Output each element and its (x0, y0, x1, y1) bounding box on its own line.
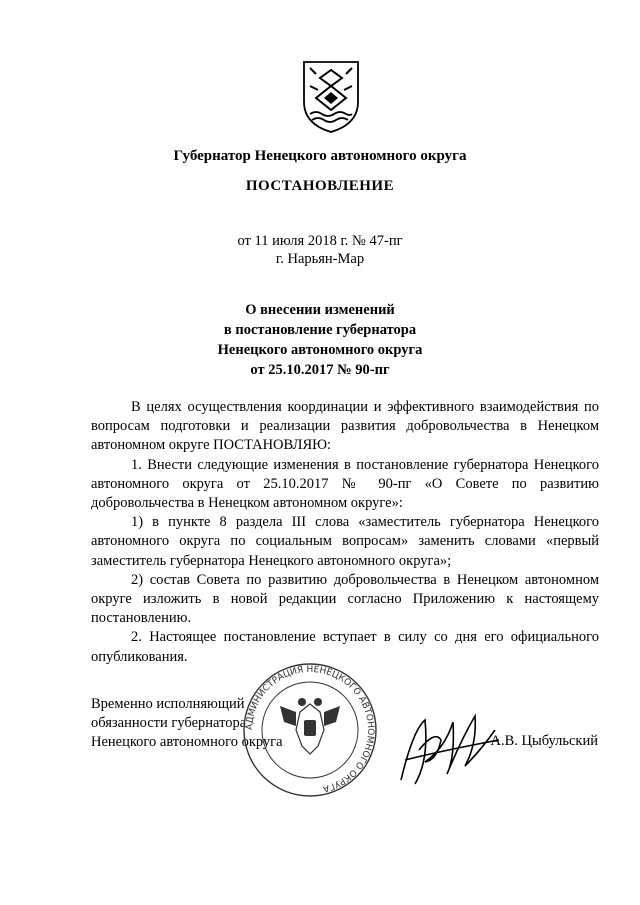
signatory-line: Ненецкого автономного округа (91, 734, 283, 751)
subject-line: Ненецкого автономного округа (217, 342, 423, 358)
document-subject (0, 300, 640, 380)
official-seal-stamp (240, 660, 380, 800)
handwritten-signature (395, 700, 505, 790)
body-paragraph: 2. Настоящее постановление вступает в силу со дня его официального опубликования. (91, 629, 599, 665)
body-paragraph: В целях осуществления координации и эффективного взаимодействия по вопросам подготовки и реализации развития добровольчества в Ненецком автономном округе ПОСТАНОВЛЯЮ: (91, 399, 599, 454)
signatory-line: обязанности губернатора (91, 715, 247, 732)
document-type: ПОСТАНОВЛЕНИЕ (245, 178, 395, 194)
seal-text: АДМИНИСТРАЦИЯ НЕНЕЦКОГО АВТОНОМНОГО ОКРУГА (244, 664, 376, 794)
subject-line: О внесении изменений (245, 302, 395, 318)
body-paragraph: 2) состав Совета по развитию добровольчества в Ненецком автономном округе изложить в новой редакции согласно Приложению к настоящему постановлению. (91, 571, 599, 627)
signatory-line: Временно исполняющий (91, 696, 245, 712)
document-date-number: от 11 июля 2018 г. № 47-пг (237, 233, 403, 249)
subject-line: от 25.10.2017 № 90-пг (250, 362, 390, 378)
signatory-name: А.В. Цыбульский (490, 733, 598, 749)
authority-title: Губернатор Ненецкого автономного округа (173, 148, 467, 164)
body-paragraph: 1) в пункте 8 раздела III слова «заместитель губернатора Ненецкого автономного округа по социальным вопросам» заменить словами «первый заместитель губернатора Ненецкого автономного округа»; (91, 514, 599, 569)
coat-of-arms-emblem (296, 56, 366, 136)
subject-line: в постановление губернатора (223, 322, 417, 338)
body-paragraph: 1. Внести следующие изменения в постановление губернатора Ненецкого автономного округа от 25.10.2017 № 90-пг «О Совете по развитию добровольчества в Ненецком автономном округе»: (91, 456, 599, 512)
document-city: г. Нарьян-Мар (275, 251, 365, 267)
document-body (91, 398, 599, 667)
